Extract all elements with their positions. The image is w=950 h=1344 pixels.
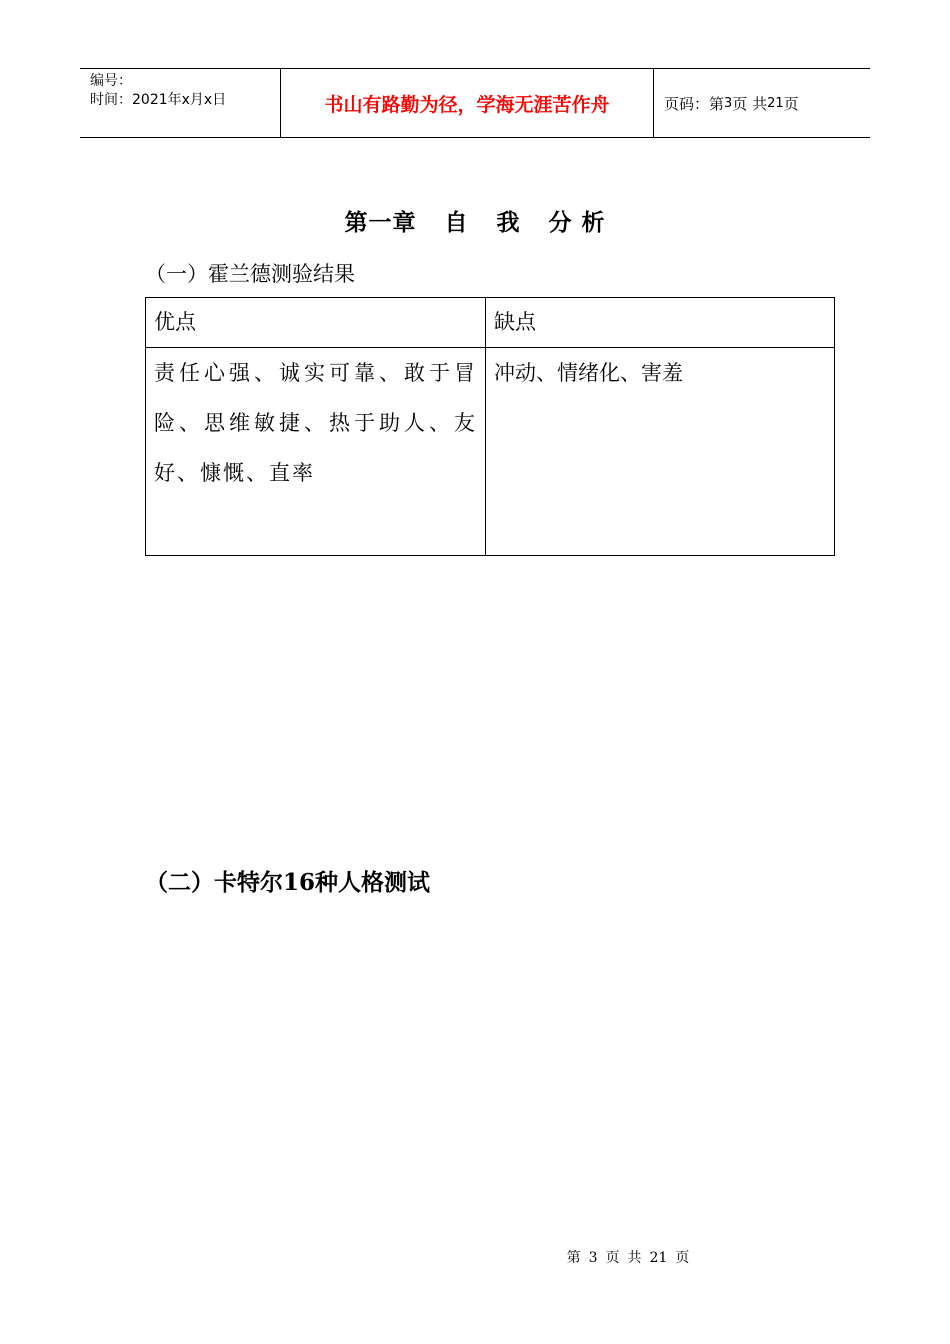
page-header xyxy=(80,68,870,138)
chapter-title-part: 第一章 xyxy=(344,209,417,236)
chapter-title-part: 分 析 xyxy=(548,209,606,236)
page-suffix: 页 xyxy=(783,94,799,113)
chapter-title-part: 我 xyxy=(496,209,521,236)
page-label: 页码：第 xyxy=(664,94,725,113)
table-row xyxy=(146,348,835,556)
footer-ye: 页 xyxy=(675,1250,690,1266)
header-page-info xyxy=(654,69,870,137)
page-middle: 页 共 xyxy=(732,94,768,113)
table-header-weaknesses: 缺点 xyxy=(486,298,835,348)
strengths-cell: 责任心强、诚实可靠、敢于冒险、思维敏捷、热于助人、友好、慷慨、直率 xyxy=(146,348,486,556)
section-heading-cattell: （二）卡特尔16种人格测试 xyxy=(145,869,431,896)
footer-gong: 共 xyxy=(627,1250,642,1266)
header-meta-cell xyxy=(80,69,281,137)
table-header-strengths: 优点 xyxy=(146,298,486,348)
header-motto: 书山有路勤为径，学海无涯苦作舟 xyxy=(281,69,654,137)
footer-current: 3 xyxy=(588,1250,598,1266)
table-header-row xyxy=(146,298,835,348)
chapter-title-part: 自 xyxy=(444,209,469,236)
page-current: 3 xyxy=(724,95,733,111)
footer-total: 21 xyxy=(649,1250,668,1266)
time-label: 时间：2021年x月x日 xyxy=(90,92,227,108)
footer-ye: 页 xyxy=(605,1250,620,1266)
section-heading-holland: （一）霍兰德测验结果 xyxy=(145,262,355,286)
page-total: 21 xyxy=(767,95,784,111)
page-footer xyxy=(0,1247,950,1267)
weaknesses-cell: 冲动、情绪化、害羞 xyxy=(486,348,835,556)
code-label: 编号： xyxy=(90,73,132,89)
holland-result-table xyxy=(145,297,835,556)
chapter-title xyxy=(0,204,950,237)
footer-di: 第 xyxy=(566,1250,581,1266)
